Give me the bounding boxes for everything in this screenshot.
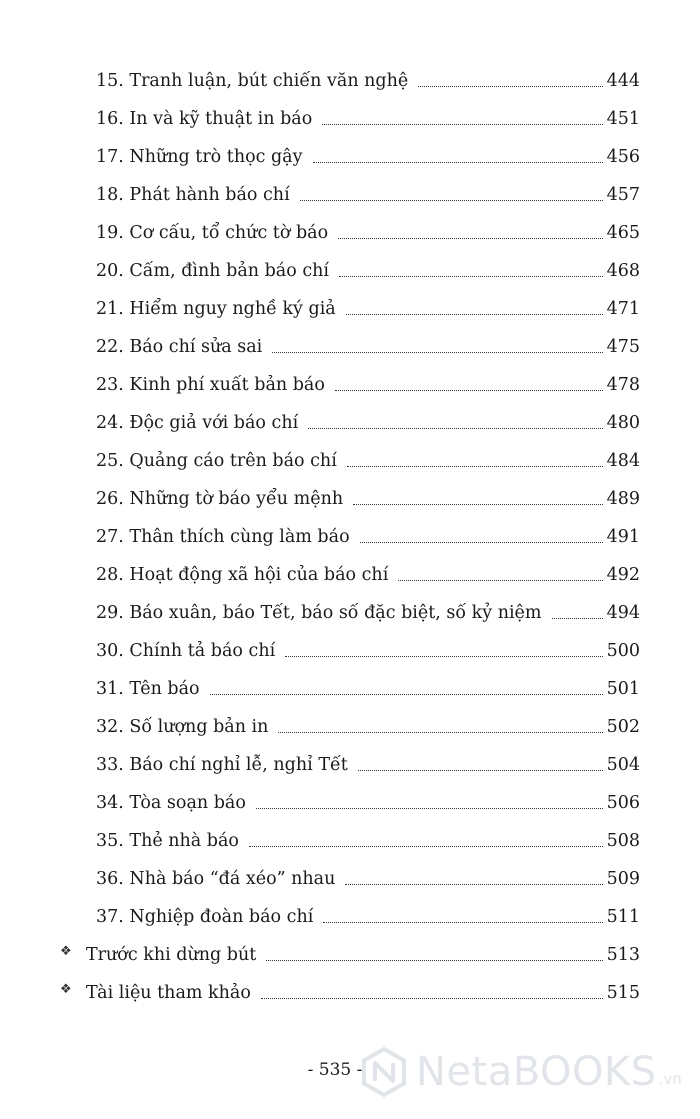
toc-section-title: Tài liệu tham khảo [86,983,251,1003]
toc-entry-title: 31. Tên báo [96,679,200,699]
toc-entry [96,176,640,206]
toc-entry-page: 508 [606,831,640,851]
toc-section-page: 515 [606,983,640,1003]
dot-leader [266,960,602,961]
toc-entry [96,632,640,662]
toc-entry-title: 28. Hoạt động xã hội của báo chí [96,565,389,585]
toc-entry-title: 33. Báo chí nghỉ lễ, nghỉ Tết [96,755,348,775]
toc-entry-title: 26. Những tờ báo yểu mệnh [96,489,344,509]
toc-entry-page: 502 [606,717,640,737]
dot-leader [347,466,603,467]
toc-entry [96,366,640,396]
toc-entry-title: 24. Độc giả với báo chí [96,413,299,433]
toc-entry [96,556,640,586]
toc-entry-title: 37. Nghiệp đoàn báo chí [96,907,314,927]
toc-entry [96,138,640,168]
toc-entry [96,214,640,244]
dot-leader [210,694,603,695]
toc-entry [96,404,640,434]
toc-section-page: 513 [606,945,640,965]
toc-entry-page: 444 [606,71,640,91]
toc-entry-page: 484 [606,451,640,471]
toc-entry-page: 457 [606,185,640,205]
toc-entry-title: 20. Cấm, đình bản báo chí [96,261,330,281]
dot-leader [345,884,602,885]
toc-entry [96,62,640,92]
toc-entry [96,898,640,928]
toc-entry-title: 22. Báo chí sửa sai [96,337,263,357]
toc-entry-page: 504 [606,755,640,775]
toc-entry [96,252,640,282]
toc-entry [96,822,640,852]
dot-leader [261,998,603,999]
page-number: - 535 - [307,1060,363,1080]
toc-entry-title: 30. Chính tả báo chí [96,641,276,661]
toc-entry-title: 19. Cơ cấu, tổ chức tờ báo [96,223,329,243]
dot-leader [360,542,603,543]
toc-entry-page: 506 [606,793,640,813]
watermark-tld: .vn [658,1070,682,1088]
dot-leader [322,124,602,125]
toc-entry-title: 32. Số lượng bản in [96,717,269,737]
dot-leader [552,618,603,619]
dot-leader [353,504,602,505]
toc-entry-page: 501 [606,679,640,699]
toc-entry-page: 480 [606,413,640,433]
dot-leader [418,86,602,87]
toc-entry-title: 21. Hiểm nguy nghề ký giả [96,299,336,319]
toc-entry-title: 17. Những trò thọc gậy [96,147,303,167]
toc-entry-page: 456 [606,147,640,167]
toc-entry-title: 36. Nhà báo “đá xéo” nhau [96,869,336,889]
toc-entry-page: 468 [606,261,640,281]
toc-entry [96,328,640,358]
dot-leader [300,200,603,201]
toc-entry-title: 25. Quảng cáo trên báo chí [96,451,337,471]
toc-entry-page: 489 [606,489,640,509]
toc-entry [96,594,640,624]
toc-entry [96,860,640,890]
toc-entry [96,100,640,130]
dot-leader [285,656,602,657]
toc-entry-page: 511 [606,907,640,927]
toc-entry [96,784,640,814]
toc-entry-title: 27. Thân thích cùng làm báo [96,527,350,547]
toc-entry [96,480,640,510]
dot-leader [358,770,603,771]
toc-entry-title: 18. Phát hành báo chí [96,185,290,205]
toc-entry-title: 34. Tòa soạn báo [96,793,246,813]
toc-entry-page: 451 [606,109,640,129]
toc-entry-page: 475 [606,337,640,357]
toc-entry-page: 471 [606,299,640,319]
toc-entry-title: 15. Tranh luận, bút chiến văn nghệ [96,71,409,91]
toc-entry [96,518,640,548]
toc-entry [96,670,640,700]
watermark-brand: NetaBOOKS [416,1049,657,1095]
toc-entry-title: 35. Thẻ nhà báo [96,831,239,851]
diamond-bullet-icon: ❖ [60,982,72,997]
toc-entry-page: 478 [606,375,640,395]
toc-section [60,974,640,1004]
dot-leader [313,162,603,163]
toc-entry-page: 494 [606,603,640,623]
toc-section [60,936,640,966]
dot-leader [249,846,603,847]
toc-entry-page: 465 [606,223,640,243]
toc-entry-title: 29. Báo xuân, báo Tết, báo số đặc biệt, số kỷ niệm [96,603,542,623]
toc-entry-page: 509 [606,869,640,889]
dot-leader [346,314,603,315]
toc-entry [96,442,640,472]
watermark [358,1046,682,1098]
toc-entry-page: 500 [606,641,640,661]
dot-leader [278,732,602,733]
toc-entry-page: 491 [606,527,640,547]
toc-entry-title: 16. In và kỹ thuật in báo [96,109,313,129]
diamond-bullet-icon: ❖ [60,944,72,959]
dot-leader [398,580,602,581]
dot-leader [256,808,603,809]
dot-leader [338,238,602,239]
toc-section-title: Trước khi dừng bút [86,945,257,965]
dot-leader [272,352,602,353]
netabooks-logo-icon [358,1046,410,1098]
toc-entry [96,708,640,738]
dot-leader [339,276,603,277]
toc-entry-page: 492 [606,565,640,585]
toc-entry [96,746,640,776]
toc-entry [96,290,640,320]
toc-entry-title: 23. Kinh phí xuất bản báo [96,375,325,395]
dot-leader [323,922,602,923]
dot-leader [335,390,603,391]
dot-leader [308,428,602,429]
